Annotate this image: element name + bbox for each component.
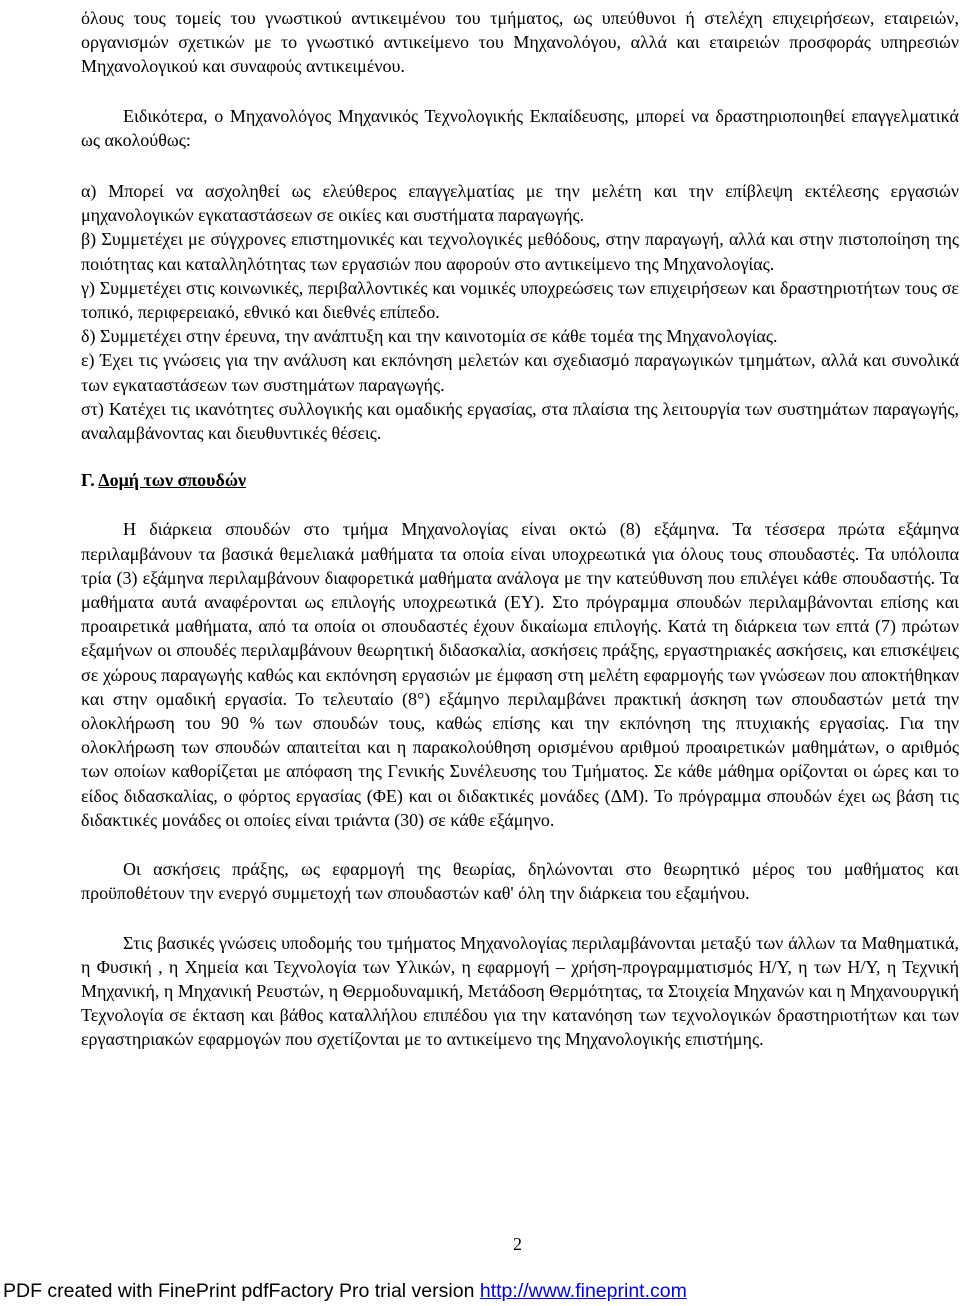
section-heading-title: Δομή των σπουδών [98,470,247,491]
list-item-d: δ) Συμμετέχει στην έρευνα, την ανάπτυξη και την καινοτομία σε κάθε τομέα της Μηχανολογίας. [81,326,778,347]
intro-continuation-paragraph: όλους τους τομείς του γνωστικού αντικειμένου του τμήματος, ως υπεύθυνοι ή στελέχη επιχειρήσεων, εταιρειών, οργανισμών σχετικών με το γνωστικό αντικείμενο του Μηχανολόγου, αλλά και εταιρειών προσφοράς υπηρεσιών Μηχανολογικού και συναφούς αντικειμένου. [81,8,959,77]
footer-link[interactable]: http://www.fineprint.com [479,1280,687,1302]
structure-paragraph: Η διάρκεια σπουδών στο τμήμα Μηχανολογίας είναι οκτώ (8) εξάμηνα. Τα τέσσερα πρώτα εξάμηνα περιλαμβάνουν τα βασικά θεμελιακά μαθήματα τα οποία είναι υποχρεωτικά για όλους τους σπουδαστές. Τα υπόλοιπα τρία (3) εξάμηνα περιλαμβάνουν διαφορετικά μαθήματα ανάλογα με την κατεύθυνση που επιλέγει κάθε σπουδαστής. Τα μαθήματα αυτά αναφέρονται ως επιλογής υποχρεωτικά (ΕΥ). Στο πρόγραμμα σπουδών περιλαμβάνονται επίσης και προαιρετικά μαθήματα, από τα οποία οι σπουδαστές έχουν δικαίωμα επιλογής. Κατά τη διάρκεια των επτά (7) πρώτων εξαμήνων οι σπουδές περιλαμβάνουν θεωρητική διδασκαλία, ασκήσεις πράξης, εργαστηριακές ασκήσεις, και επισκέψεις σε χώρους παραγωγής καθώς και εκπόνηση εργασιών με έμφαση στη μελέτη εφαρμογής των γνώσεων που αποκτήθηκαν και στην ομαδική εργασία. Το τελευταίο (8°) εξάμηνο περιλαμβάνει πρακτική άσκηση των σπουδαστών μετά την ολοκλήρωση του 90 % των σπουδών τους, καθώς επίσης και την εκπόνηση της πτυχιακής εργασίας. Για την ολοκλήρωση των σπουδών απαιτείται και η παρακολούθηση ορισμένου αριθμού προαιρετικών μαθημάτων, ο αριθμός των οποίων καθορίζεται με απόφαση της Γενικής Συνέλευσης του Τμήματος. Σε κάθε μάθημα ορίζονται οι ώρες και το είδος διδασκαλίας, ο φόρτος εργασίας (ΦΕ) και οι διδακτικές μονάδες (ΔΜ). Το πρόγραμμα σπουδών έχει ως βάση τις διδακτικές μονάδες οι οποίες είναι τριάντα (30) σε κάθε εξάμηνο. [81,519,959,830]
section-heading-label: Γ. [81,470,95,491]
list-item-e: ε) Έχει τις γνώσεις για την ανάλυση και εκπόνηση μελετών και σχεδιασμό παραγωγικών τμημάτων, αλλά και συνολικά των εγκαταστάσεων των συστημάτων παραγωγής. [81,350,959,395]
footer-text: PDF created with FinePrint pdfFactory Pro trial version [3,1280,480,1302]
exercises-paragraph: Οι ασκήσεις πράξης, ως εφαρμογή της θεωρίας, δηλώνονται στο θεωρητικό μέρος του μαθήματος και προϋποθέτουν την ενεργό συμμετοχή των σπουδαστών καθ' όλη την διάρκεια του εξαμήνου. [81,859,959,904]
list-item-st: στ) Κατέχει τις ικανότητες συλλογικής και ομαδικής εργασίας, στα πλαίσια της λειτουργία των συστημάτων παραγωγής, αναλαμβάνοντας και διευθυντικές θέσεις. [81,398,959,444]
section-heading [81,468,959,492]
list-item-a: α) Μπορεί να ασχοληθεί ως ελεύθερος επαγγελματίας με την μελέτη και την επίβλεψη εκτέλεσης εργασιών μηχανολογικών εγκαταστάσεων σε οικίες και συστήματα παραγωγής. [81,181,959,226]
document-body [81,6,959,1052]
specifically-paragraph: Ειδικότερα, ο Μηχανολόγος Μηχανικός Τεχνολογικής Εκπαίδευσης, μπορεί να δραστηριοποιηθεί επαγγελματικά ως ακολούθως: [81,105,959,150]
list-item-b: β) Συμμετέχει με σύγχρονες επιστημονικές και τεχνολογικές μεθόδους, στην παραγωγή, αλλά και στην πιστοποίηση της ποιότητας και καταλληλότητας των εργασιών που αφορούν στο αντικείμενο της Μηχανολογίας. [81,229,959,274]
pdf-footer [3,1280,687,1303]
page-number: 2 [513,1234,522,1254]
list-item-c: γ) Συμμετέχει στις κοινωνικές, περιβαλλοντικές και νομικές υποχρεώσεις των επιχειρήσεων και δραστηριοτήτων τους σε τοπικό, περιφερειακό, εθνικό και διεθνές επίπεδο. [81,277,959,323]
basic-knowledge-paragraph: Στις βασικές γνώσεις υποδομής του τμήματος Μηχανολογίας περιλαμβάνονται μεταξύ των άλλων τα Μαθηματικά, η Φυσική , η Χημεία και Τεχνολογία των Υλικών, η εφαρμογή – χρήση-προγραμματισμός Η/Υ, η των Η/Υ, η Τεχνική Μηχανική, η Μηχανική Ρευστών, η Θερμοδυναμική, Μετάδοση Θερμότητας, τα Στοιχεία Μηχανών και η Μηχανουργική Τεχνολογία σε έκταση και βάθος καταλλήλου επιπέδου για την κατανόηση των τεχνολογικών δραστηριοτήτων και των εργαστηριακών εφαρμογών που σχετίζονται με το αντικείμενο της Μηχανολογικής επιστήμης. [81,932,959,1050]
